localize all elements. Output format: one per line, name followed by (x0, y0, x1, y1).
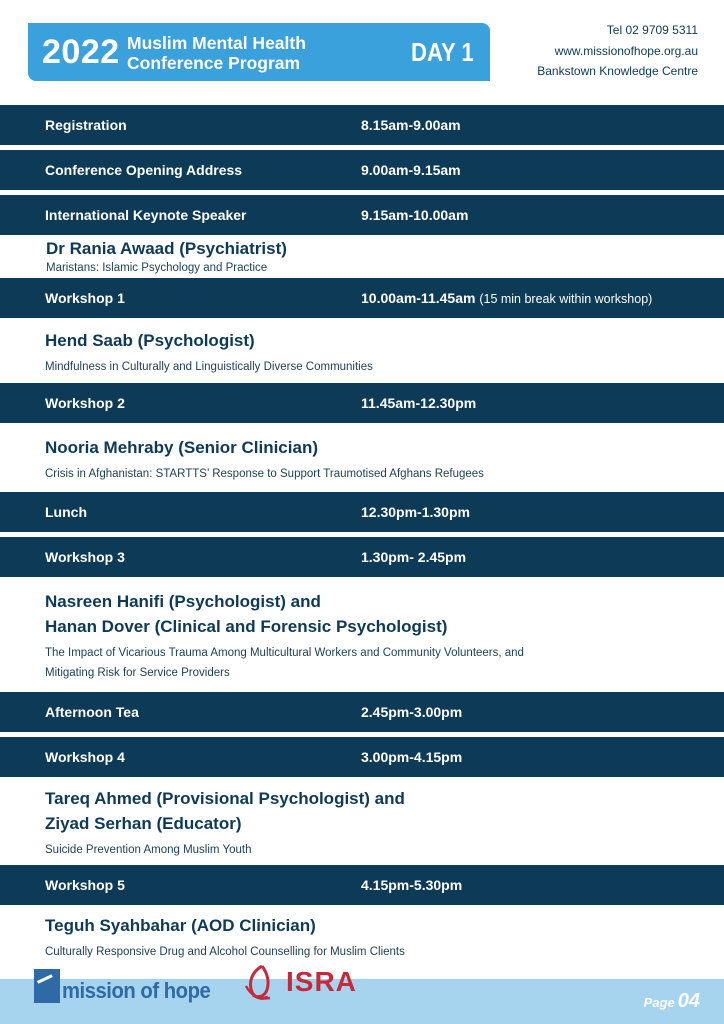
session-label: Workshop 4 (45, 749, 125, 765)
year: 2022 (42, 33, 120, 71)
session-time (361, 290, 652, 306)
conference-title (127, 33, 306, 73)
schedule-bar-lunch (0, 492, 724, 532)
schedule-bar-workshop-4 (0, 737, 724, 777)
mission-of-hope-wordmark: mission of hope (62, 978, 211, 1003)
session-topic: Crisis in Afghanistan: STARTTS’ Response to Support Traumotised Afghans Refugees (45, 468, 484, 480)
session-time: 12.30pm-1.30pm (361, 504, 470, 520)
session-label: Workshop 2 (45, 395, 125, 411)
session-topic (45, 643, 524, 683)
speaker-name-1: Nasreen Hanifi (Psychologist) and (45, 592, 321, 611)
session-topic: Maristans: Islamic Psychology and Practice (46, 262, 268, 274)
keynote-details (46, 236, 287, 275)
speaker-name-2: Hanan Dover (Clinical and Forensic Psychologist) (45, 617, 448, 636)
speaker-name-1: Tareq Ahmed (Provisional Psychologist) and (45, 789, 405, 808)
schedule-bar-registration (0, 105, 724, 145)
speaker-name: Teguh Syahbahar (AOD Clinician) (45, 916, 316, 935)
session-time: 4.15pm-5.30pm (361, 877, 463, 893)
speaker-name: Nooria Mehraby (Senior Clinician) (45, 438, 318, 457)
session-label: Conference Opening Address (45, 162, 243, 178)
speaker-name: Hend Saab (Psychologist) (45, 331, 255, 350)
page-number-value: 04 (677, 990, 700, 1012)
isra-wordmark: ISRA (286, 966, 357, 997)
session-label: Afternoon Tea (45, 704, 139, 720)
session-topic: Culturally Responsive Drug and Alcohol Counselling for Muslim Clients (45, 946, 405, 958)
schedule-bar-workshop-5 (0, 865, 724, 905)
time-note: (15 min break within workshop) (479, 292, 653, 306)
website-link[interactable]: www.missionofhope.org.au (554, 43, 698, 58)
title-line-1: Muslim Mental Health (127, 33, 306, 53)
page-word: Page (643, 995, 675, 1010)
mission-of-hope-logo (34, 967, 223, 1003)
session-topic: Suicide Prevention Among Muslim Youth (45, 844, 252, 856)
speaker-name: Dr Rania Awaad (Psychiatrist) (46, 239, 287, 258)
workshop-5-details (45, 913, 405, 962)
topic-line-1: The Impact of Vicarious Trauma Among Multicultural Workers and Community Volunteers, and (45, 647, 524, 659)
time-range: 10.00am-11.45am (361, 290, 476, 306)
session-time: 11.45am-12.30pm (361, 395, 477, 411)
session-time: 8.15am-9.00am (361, 117, 461, 133)
header-banner (28, 23, 490, 81)
workshop-1-details (45, 328, 373, 377)
speaker-name-2: Ziyad Serhan (Educator) (45, 814, 242, 833)
workshop-3-details (45, 589, 524, 683)
venue: Bankstown Knowledge Centre (537, 64, 698, 78)
session-label: Workshop 3 (45, 549, 125, 565)
workshop-2-details (45, 435, 484, 484)
dove-icon (34, 969, 60, 1003)
session-topic: Mindfulness in Culturally and Linguistically Diverse Communities (45, 361, 373, 373)
isra-emblem-icon (240, 962, 284, 1002)
workshop-4-details (45, 786, 405, 860)
session-time: 2.45pm-3.00pm (361, 704, 463, 720)
session-time: 9.00am-9.15am (361, 162, 461, 178)
schedule-bar-opening-address (0, 150, 724, 190)
phone: Tel 02 9709 5311 (606, 23, 698, 37)
topic-line-2: Mitigating Risk for Service Providers (45, 667, 230, 679)
schedule-bar-keynote (0, 195, 724, 235)
day-label: DAY 1 (411, 37, 474, 67)
title-line-2: Conference Program (127, 53, 301, 73)
isra-logo (240, 962, 357, 1002)
session-label: International Keynote Speaker (45, 207, 247, 223)
contact-info (537, 20, 698, 82)
schedule-bar-workshop-3 (0, 537, 724, 577)
schedule-bar-workshop-2 (0, 383, 724, 423)
schedule-bar-workshop-1 (0, 278, 724, 318)
session-time: 9.15am-10.00am (361, 207, 469, 223)
session-time: 3.00pm-4.15pm (361, 749, 463, 765)
page-number (644, 990, 700, 1013)
session-label: Workshop 5 (45, 877, 125, 893)
session-label: Lunch (45, 504, 87, 520)
session-label: Workshop 1 (45, 290, 125, 306)
schedule-bar-afternoon-tea (0, 692, 724, 732)
session-time: 1.30pm- 2.45pm (361, 549, 467, 565)
session-label: Registration (45, 117, 127, 133)
